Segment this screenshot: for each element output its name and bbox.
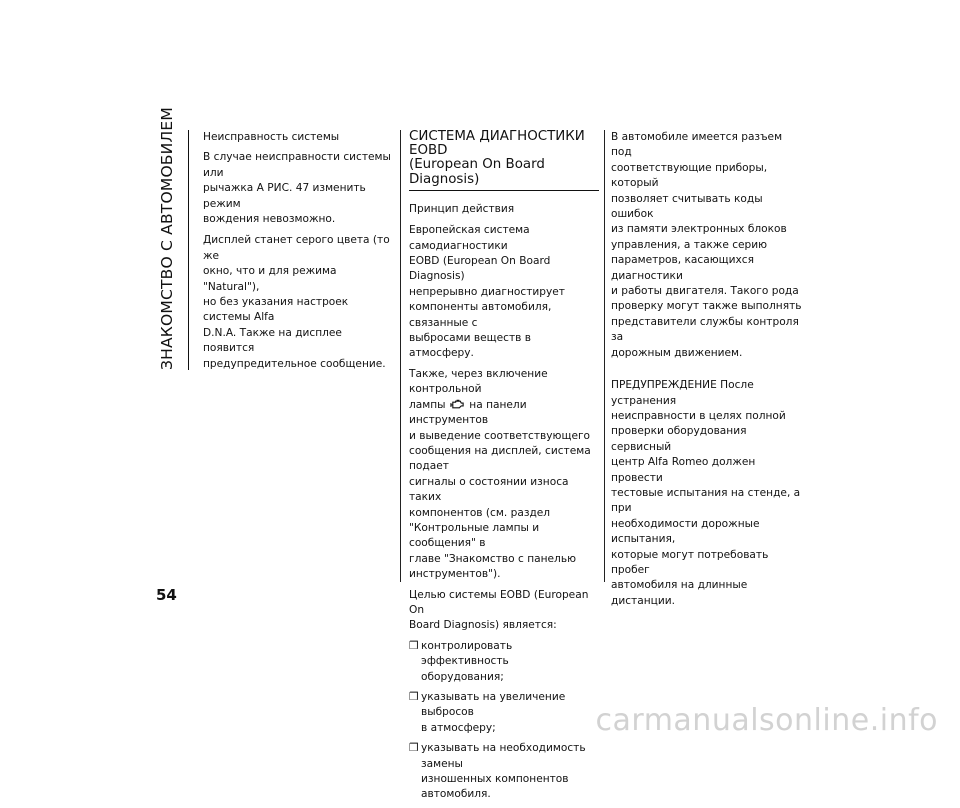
list-item — [409, 639, 599, 685]
column-divider-1 — [400, 130, 401, 582]
section-title-rule — [188, 130, 189, 370]
checkbox-bullet-icon: ❒ — [409, 639, 419, 652]
column-3 — [611, 130, 803, 614]
eobd-heading: СИСТЕМА ДИАГНОСТИКИ EOBD (European On Board Diagnosis) — [409, 130, 599, 191]
column-2 — [409, 130, 599, 808]
display-paragraph: Дисплей станет серого цвета (то же окно, что и для режима "Natural"), но без указания настроек системы Alfa D.N.A. Также на дисплее появится предупредительное сообщение. — [203, 234, 390, 370]
column-divider-2 — [604, 130, 605, 582]
list-item — [409, 690, 599, 736]
warning-lamp-text-after: на панели инструментов и выведение соответствующего сообщения на дисплей, система подает сигналы о состоянии износа таких компонентов (см. раздел "Контрольные лампы и сообщения" в главе "Знакомство с панелью инструментов"). — [409, 398, 591, 581]
checkbox-bullet-icon: ❒ — [409, 691, 419, 703]
purpose-list — [409, 639, 599, 803]
list-item-text: указывать на необходимость замены изношенных компонентов автомобиля. — [421, 742, 586, 801]
malfunction-subheading: Неисправность системы — [203, 131, 340, 143]
checkbox-bullet-icon: ❒ — [409, 742, 419, 755]
watermark: carmanualsonline.info — [595, 703, 938, 738]
section-title-vertical: ЗНАКОМСТВО С АВТОМОБИЛЕМ — [158, 107, 176, 370]
eobd-description: Европейская система самодиагностики EOBD (European On Board Diagnosis) непрерывно диагностирует компоненты автомобиля, связанные с выбросами веществ в атмосферу. — [409, 224, 565, 360]
malfunction-paragraph: В случае неисправности системы или рычажка A РИС. 47 изменить режим вождения невозможно. — [203, 151, 391, 226]
engine-check-icon — [450, 399, 465, 410]
page-number: 54 — [156, 586, 177, 604]
list-item — [409, 741, 599, 803]
warning-lamp-text-before: Также, через включение контрольной лампы — [409, 367, 548, 411]
diagnostic-connector-paragraph: В автомобиле имеется разъем под соответствующие приборы, который позволяет считывать коды ошибок из памяти электронных блоков управления, а также серию параметров, касающихся диагностики и работы двигателя. Такого рода проверку могут также выполнять представители службы контроля за дорожным движением. — [611, 131, 802, 359]
eobd-purpose-intro: Целью системы EOBD (European On Board Diagnosis) является: — [409, 588, 589, 632]
warning-lamp-paragraph — [409, 367, 599, 583]
principle-subheading: Принцип действия — [409, 202, 515, 215]
warning-paragraph: ПРЕДУПРЕЖДЕНИЕ После устранения неисправности в целях полной проверки оборудования сервисный центр Alfa Romeo должен провести тестовые испытания на стенде, а при необходимости дорожные испытания, которые могут потребовать пробег автомобиля на длинные дистанции. — [611, 379, 801, 607]
column-1 — [203, 130, 391, 377]
list-item-text: контролировать эффективность оборудования; — [421, 639, 513, 683]
list-item-text: указывать на увеличение выбросов в атмосферу; — [421, 691, 566, 734]
